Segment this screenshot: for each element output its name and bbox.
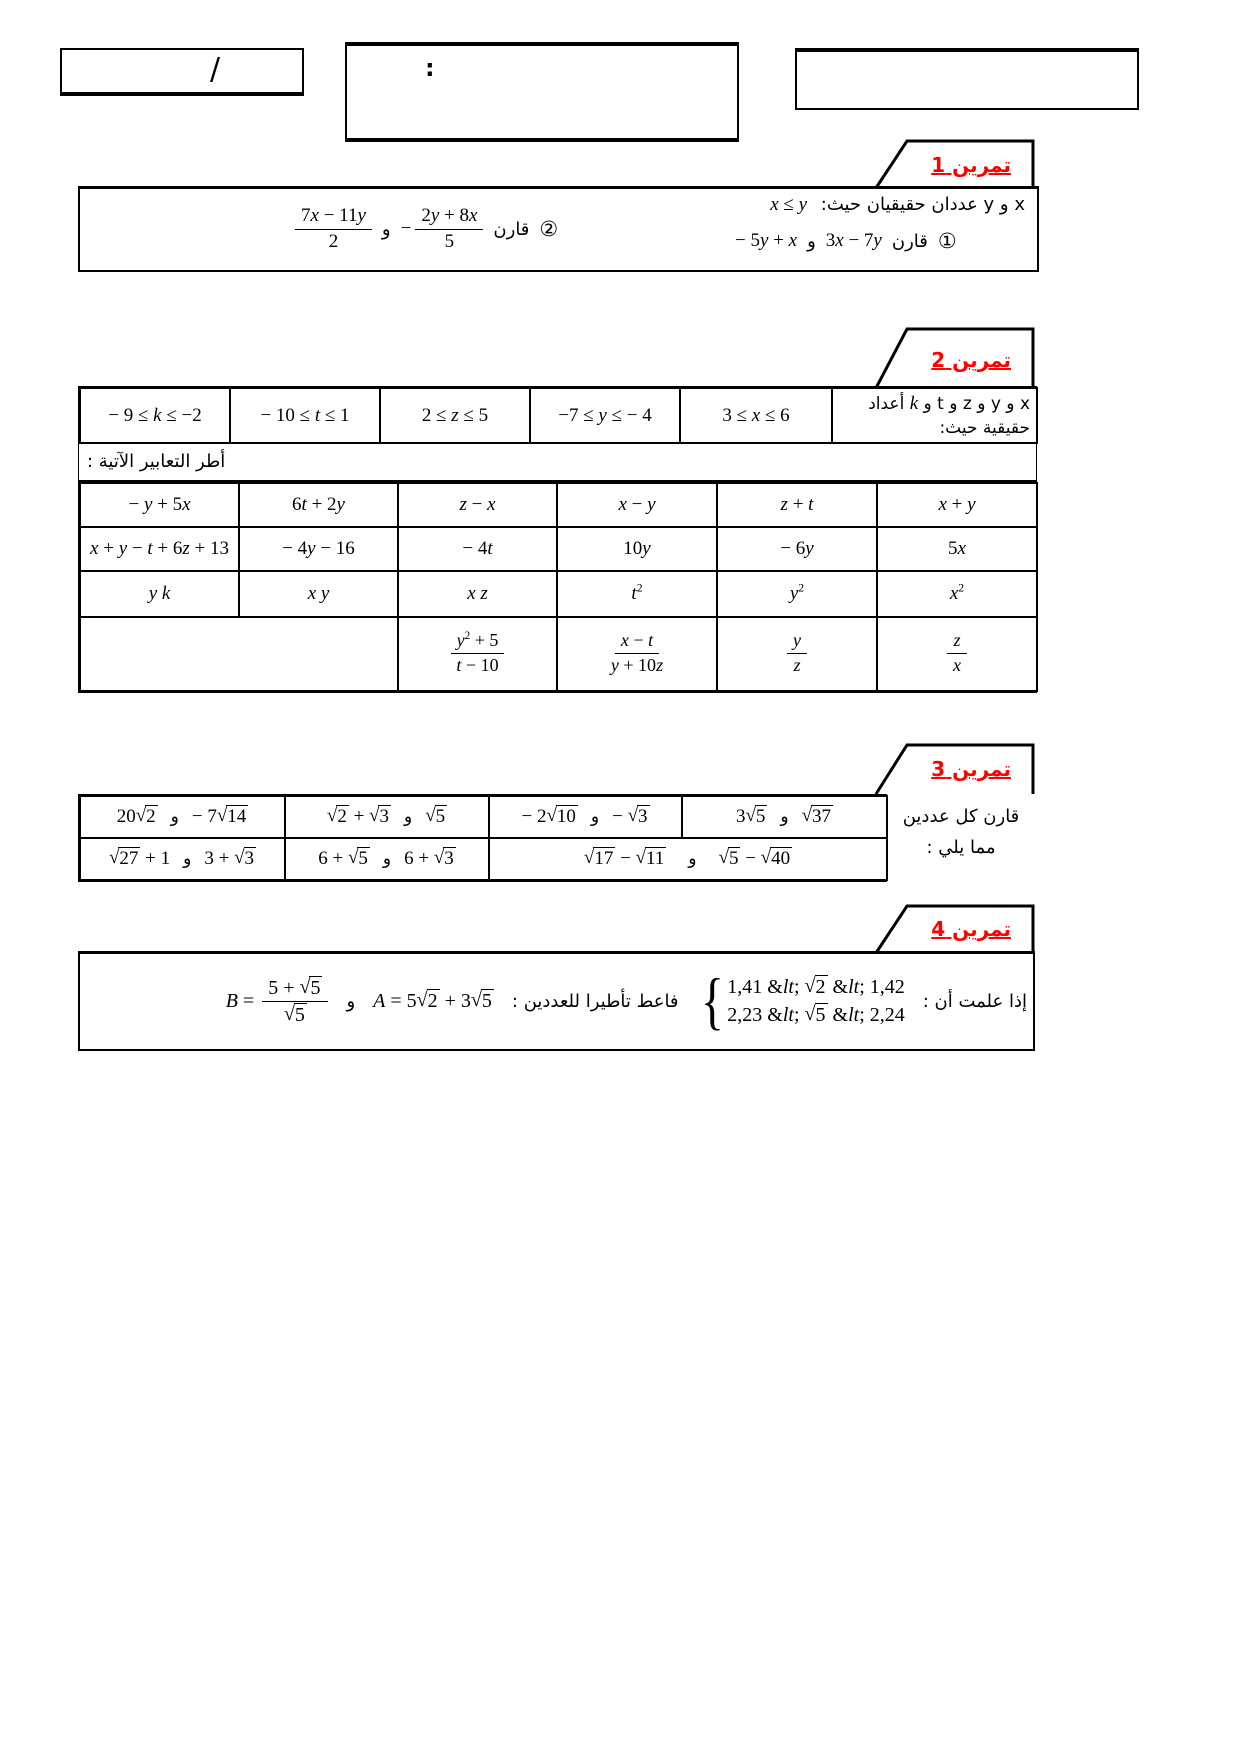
pair-right: √37 — [801, 805, 832, 827]
exercise1-tab — [873, 138, 1037, 188]
fraction-denominator: y + 10z — [610, 655, 664, 676]
vars-text-line2: حقيقية حيث: — [939, 417, 1030, 438]
fraction — [787, 630, 807, 676]
expression-cell — [877, 571, 1037, 617]
pair-and: و — [688, 849, 697, 869]
fraction-cell — [717, 617, 877, 691]
interval-cell — [230, 388, 380, 443]
interval-cell — [680, 388, 832, 443]
ex1-q1-and: و — [807, 230, 816, 252]
fraction-denominator: 5 — [444, 230, 455, 252]
number-pair — [109, 848, 256, 870]
pair-right: 6 + √3 — [404, 847, 454, 869]
ex3-instruction-line1: قارن كل عددين — [902, 806, 1020, 827]
number-pair — [736, 806, 833, 828]
exercise4-title: تمرين 4 — [931, 917, 1011, 941]
ex1-q1-expr-left: − 5y + x — [735, 230, 798, 251]
expression-cell — [398, 571, 557, 617]
interval-t: − 10 ≤ t ≤ 1 — [260, 404, 350, 426]
expr: − 4y − 16 — [282, 538, 355, 560]
b-equals: B = — [225, 990, 255, 1012]
pair-and: و — [780, 807, 789, 827]
number-pair — [521, 806, 649, 828]
pair-right: √5 − √40 — [718, 847, 791, 869]
pair-cell-wide — [489, 838, 887, 880]
exercise3-title: تمرين 3 — [931, 757, 1011, 781]
ex4-given-label: إذا علمت أن : — [922, 991, 1027, 1012]
ex2-expression-grid — [79, 482, 1038, 692]
ex1-intro-condition: x ≤ y — [770, 194, 808, 215]
expression-cell — [717, 483, 877, 527]
pair-right: − 7√14 — [191, 805, 247, 827]
pair-left: − 2√10 — [521, 805, 576, 827]
ex1-q1-expr-right: 3x − 7y — [825, 230, 882, 251]
fraction-numerator: 7x − 11y — [295, 205, 372, 230]
fraction-cell — [557, 617, 717, 691]
interval-z: 2 ≤ z ≤ 5 — [421, 404, 489, 426]
pair-and: و — [382, 849, 392, 869]
left-brace-icon: { — [700, 965, 724, 1037]
fraction — [947, 630, 967, 676]
pair-and: و — [403, 807, 413, 827]
header-date-box — [60, 48, 304, 96]
expression-cell — [398, 527, 557, 571]
expression-cell — [80, 483, 239, 527]
expr: $x^2$ — [949, 581, 965, 605]
interval-k: − 9 ≤ k ≤ −2 — [108, 404, 202, 426]
ex4-task-label: فاعط تأطيرا للعددين : — [511, 991, 679, 1012]
expression-cell — [717, 527, 877, 571]
ex2-intervals-row — [79, 387, 1038, 444]
expr: z + t — [780, 494, 814, 516]
ex4-number-b — [226, 976, 329, 1027]
circled-two-icon: ② — [539, 217, 559, 242]
expression-cell — [239, 483, 398, 527]
sqrt5-bounds: 2,23 &lt; √5 &lt; 2,24 — [727, 1002, 905, 1026]
expression-cell — [398, 483, 557, 527]
exercise4-tab — [873, 903, 1037, 953]
pair-cell — [489, 796, 682, 838]
center-box-colon-text: : — [425, 54, 435, 82]
expr: y k — [148, 583, 171, 605]
expression-cell — [877, 483, 1037, 527]
fraction-cell — [877, 617, 1037, 691]
ex1-q2-verb: قارن — [493, 218, 530, 240]
pair-left: 3√5 — [735, 805, 766, 827]
ex2-frame-instruction — [79, 444, 1036, 482]
expression-cell — [239, 527, 398, 571]
expression-cell — [557, 483, 717, 527]
expression-cell — [557, 527, 717, 571]
expr: z − x — [459, 494, 496, 516]
pair-left: √2 + √3 — [326, 805, 389, 827]
fraction-numerator: 5 + √5 — [262, 976, 328, 1002]
expr: 5x — [948, 538, 966, 560]
pair-left: √17 − √11 — [583, 847, 665, 869]
expr: x + y − t + 6z + 13 — [90, 538, 229, 560]
ex1-q2-minus-sign: − — [400, 218, 412, 240]
pair-left: 20√2 — [116, 805, 156, 827]
ex1-question-1 — [735, 229, 957, 253]
exercise3-table — [78, 794, 887, 882]
exercise3-tab — [873, 742, 1037, 794]
fraction — [450, 630, 504, 676]
pair-right: 3 + √3 — [204, 847, 255, 869]
pair-left: 6 + √5 — [318, 847, 368, 869]
expr: x − y — [618, 494, 656, 516]
expr: − 6y — [780, 538, 814, 560]
ex3-pairs-grid — [79, 795, 888, 881]
ex3-instruction — [886, 802, 1036, 863]
frame-instruction-text: أطر التعابير الآتية : — [87, 451, 226, 473]
vars-k-letter: k — [909, 393, 919, 414]
expression-cell — [557, 571, 717, 617]
pair-right: √5 — [425, 805, 446, 827]
system-lines — [727, 976, 904, 1027]
expression-cell — [717, 571, 877, 617]
ex4-number-a: A = 5√2 + 3√5 — [373, 989, 492, 1012]
header-center-box — [345, 42, 739, 142]
pair-cell — [80, 796, 285, 838]
ex1-q2-fraction-1 — [295, 205, 372, 254]
date-slash-text: / — [210, 52, 221, 87]
pair-and: و — [170, 807, 179, 827]
fraction — [262, 976, 328, 1027]
interval-cell — [380, 388, 530, 443]
ex1-q2-and: و — [381, 218, 391, 240]
expr: x y — [307, 583, 330, 605]
fraction-numerator: y — [787, 630, 807, 654]
vars-text-a: x و y و z و t و — [923, 394, 1030, 414]
fraction-numerator: 2y + 8x — [415, 205, 483, 230]
ex1-intro-line — [770, 194, 1025, 216]
interval-cell — [530, 388, 680, 443]
expr: $t^2$ — [631, 581, 643, 605]
ex4-given-system — [697, 965, 905, 1037]
expr: x z — [467, 583, 488, 605]
pair-cell — [285, 838, 489, 880]
fraction-denominator: √5 — [283, 1003, 305, 1026]
empty-cell — [80, 617, 398, 691]
expr: − y + 5x — [128, 494, 191, 516]
ex1-q1-verb: قارن — [891, 230, 928, 252]
ex1-question-2 — [295, 205, 558, 254]
ex4-and: و — [346, 991, 356, 1012]
expr: − 4t — [462, 538, 493, 560]
exercise1-title: تمرين 1 — [931, 153, 1011, 177]
pair-and: و — [590, 807, 600, 827]
pair-right: − √3 — [612, 805, 648, 827]
expression-cell — [239, 571, 398, 617]
vars-text-b: أعداد — [868, 394, 905, 414]
number-pair — [584, 848, 792, 870]
fraction-numerator: $y^2 + 5$ — [451, 630, 505, 654]
pair-left: √27 + 1 — [108, 847, 171, 869]
number-pair — [327, 806, 447, 828]
expr: $y^2$ — [789, 581, 805, 605]
fraction-numerator: x − t — [615, 630, 659, 654]
exercise4-box — [78, 951, 1035, 1051]
exercise2-table — [78, 386, 1037, 693]
pair-cell — [80, 838, 285, 880]
exercise2-title: تمرين 2 — [931, 348, 1011, 372]
number-pair — [117, 806, 249, 828]
interval-cell — [80, 388, 230, 443]
ex1-q2-fraction-2 — [415, 205, 483, 254]
fraction-numerator: z — [947, 630, 966, 654]
fraction-cell — [398, 617, 557, 691]
expr: 10y — [623, 538, 651, 560]
fraction — [605, 630, 669, 676]
fraction-denominator: z — [793, 655, 801, 676]
exercise1-box — [78, 186, 1039, 272]
circled-one-icon: ① — [937, 229, 957, 253]
fraction-denominator: x — [953, 655, 961, 676]
expr: 6t + 2y — [292, 494, 345, 516]
number-pair — [318, 848, 456, 870]
header-right-box — [795, 48, 1139, 110]
expression-cell — [877, 527, 1037, 571]
pair-cell — [285, 796, 489, 838]
ex2-variables-cell — [832, 388, 1037, 443]
expression-cell — [80, 571, 239, 617]
ex3-instruction-line2: مما يلي : — [926, 836, 996, 858]
expression-cell — [80, 527, 239, 571]
fraction-denominator: t − 10 — [456, 655, 499, 676]
interval-x: 3 ≤ x ≤ 6 — [722, 404, 790, 426]
pair-cell — [682, 796, 887, 838]
ex1-intro-text: x و y عددان حقيقيان حيث: — [820, 194, 1025, 215]
pair-and: و — [183, 849, 192, 869]
expr: x + y — [938, 494, 976, 516]
sqrt2-bounds: 1,41 &lt; √2 &lt; 1,42 — [727, 974, 905, 998]
exercise2-tab — [873, 326, 1037, 388]
interval-y: −7 ≤ y ≤ − 4 — [558, 404, 652, 426]
fraction-denominator: 2 — [328, 230, 339, 252]
